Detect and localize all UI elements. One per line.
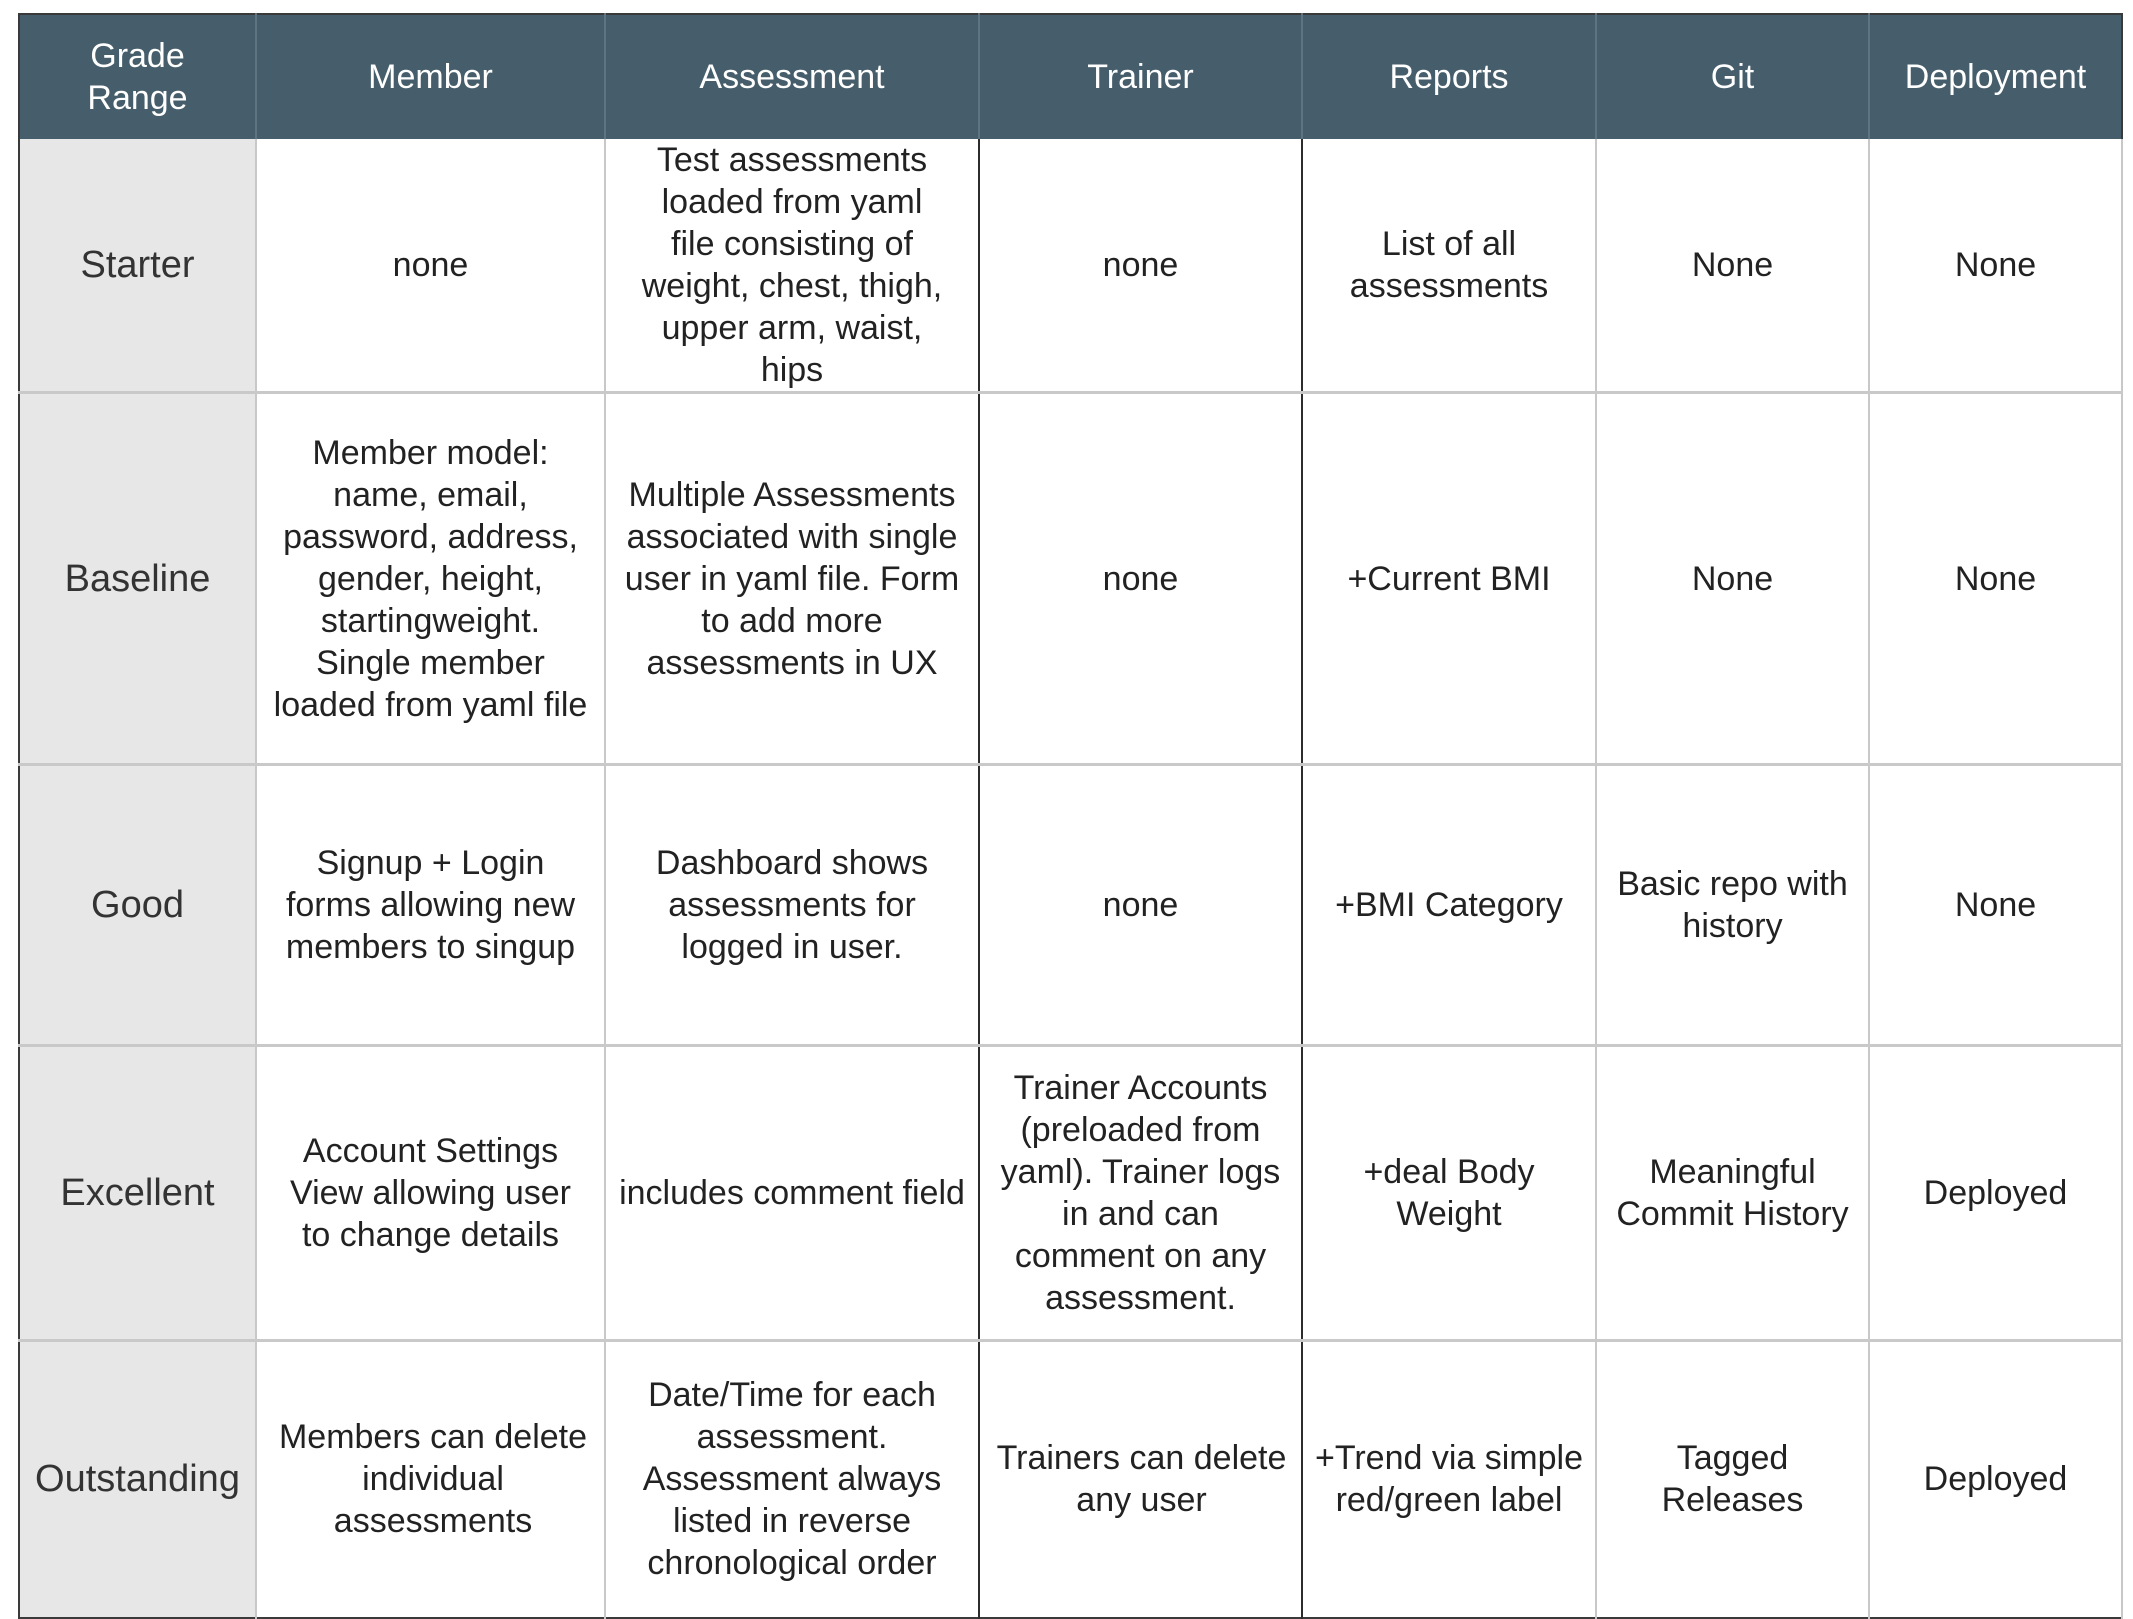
header-git: Git <box>1596 14 1869 139</box>
member-cell: Members can delete individual assessments <box>256 1341 605 1618</box>
git-cell: None <box>1596 139 1869 393</box>
grading-rubric-table <box>18 13 2123 1619</box>
grade-label: Good <box>19 765 256 1046</box>
reports-cell: +BMI Category <box>1302 765 1596 1046</box>
table-row-starter <box>19 139 2122 393</box>
trainer-cell: Trainers can delete any user <box>979 1341 1302 1618</box>
table-row-baseline <box>19 393 2122 765</box>
assessment-cell: Test assessments loaded from yaml file consisting of weight, chest, thigh, upper arm, waist, hips <box>605 139 979 393</box>
deployment-cell: None <box>1869 765 2122 1046</box>
grade-label: Starter <box>19 139 256 393</box>
table-body <box>19 139 2122 1618</box>
trainer-cell: none <box>979 393 1302 765</box>
deployment-cell: Deployed <box>1869 1341 2122 1618</box>
header-row <box>19 14 2122 139</box>
reports-cell: +Trend via simple red/green label <box>1302 1341 1596 1618</box>
git-cell: Tagged Releases <box>1596 1341 1869 1618</box>
git-cell: Meaningful Commit History <box>1596 1046 1869 1341</box>
member-cell: none <box>256 139 605 393</box>
reports-cell: +Current BMI <box>1302 393 1596 765</box>
grade-label: Outstanding <box>19 1341 256 1618</box>
member-cell: Account Settings View allowing user to change details <box>256 1046 605 1341</box>
member-cell: Member model: name, email, password, address, gender, height, startingweight. Single member loaded from yaml file <box>256 393 605 765</box>
table-row-good <box>19 765 2122 1046</box>
assessment-cell: Multiple Assessments associated with single user in yaml file. Form to add more assessments in UX <box>605 393 979 765</box>
assessment-cell: Date/Time for each assessment. Assessment always listed in reverse chronological order <box>605 1341 979 1618</box>
header-grade-range: Grade Range <box>19 14 256 139</box>
deployment-cell: None <box>1869 393 2122 765</box>
trainer-cell: none <box>979 139 1302 393</box>
trainer-cell: none <box>979 765 1302 1046</box>
table-header <box>19 14 2122 139</box>
header-deployment: Deployment <box>1869 14 2122 139</box>
assessment-cell: includes comment field <box>605 1046 979 1341</box>
header-member: Member <box>256 14 605 139</box>
header-trainer: Trainer <box>979 14 1302 139</box>
table-row-excellent <box>19 1046 2122 1341</box>
git-cell: None <box>1596 393 1869 765</box>
grade-label: Excellent <box>19 1046 256 1341</box>
reports-cell: List of all assessments <box>1302 139 1596 393</box>
table-row-outstanding <box>19 1341 2122 1618</box>
deployment-cell: Deployed <box>1869 1046 2122 1341</box>
reports-cell: +deal Body Weight <box>1302 1046 1596 1341</box>
git-cell: Basic repo with history <box>1596 765 1869 1046</box>
deployment-cell: None <box>1869 139 2122 393</box>
grade-label: Baseline <box>19 393 256 765</box>
assessment-cell: Dashboard shows assessments for logged in user. <box>605 765 979 1046</box>
header-reports: Reports <box>1302 14 1596 139</box>
header-assessment: Assessment <box>605 14 979 139</box>
trainer-cell: Trainer Accounts (preloaded from yaml). Trainer logs in and can comment on any assessment. <box>979 1046 1302 1341</box>
member-cell: Signup + Login forms allowing new members to singup <box>256 765 605 1046</box>
